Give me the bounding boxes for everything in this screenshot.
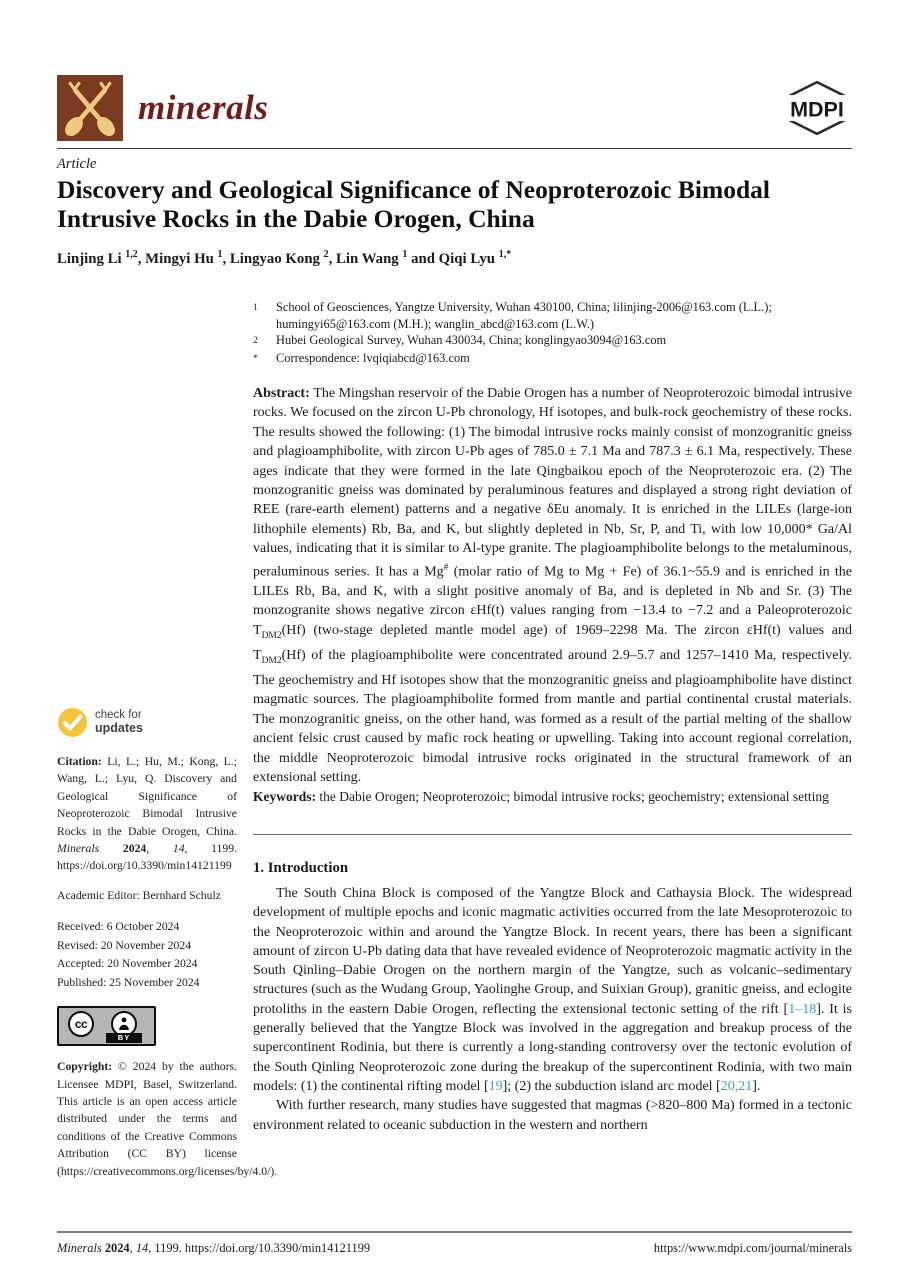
text-run: Li, L.; Hu, M.; Kong, L.; Wang, L.; Lyu, Q. Discovery and Geological Significance of Neoproterozoic Bimodal Intrusive Rocks in the Dabie Orogen, China.	[57, 755, 237, 838]
footer-citation	[57, 1241, 370, 1256]
text-run: 1	[402, 249, 408, 260]
text-run: Citation:	[57, 755, 108, 768]
mdpi-logo-text: MDPI	[790, 97, 844, 122]
header-divider	[57, 148, 852, 149]
text-run: The South China Block is composed of the Yangtze Block and Cathaysia Block. The widespread development of multiple epochs and iconic magmatic activities occurred from the late Mesoproterozoic to the Neoproterozoic within and around the Yangtze Block. In recent years, there has been a significant amount of zircon U-Pb dating data that have revealed evidence of Neoproterozoic magmatic activity in the South Qinling–Dabie Orogen on the northern margin of the Yangtze, such as volcanic–sedimentary structures (such as the Wudang Group, Yaolinghe Group, and Suixian Group), granitic gneiss, and eclogite protoliths in the eastern Dabie Orogen, reflecting the extensional tectonic setting of the rift [	[253, 886, 852, 1017]
article-type-label: Article	[57, 156, 97, 172]
abstract	[253, 384, 852, 787]
text-run: Linjing Li	[57, 250, 126, 267]
minerals-journal-logo-icon	[57, 75, 123, 141]
text-run: , Mingyi Hu	[137, 250, 218, 267]
affiliation-marker: 1	[253, 303, 258, 313]
text-run: ,	[129, 1241, 136, 1255]
article-history	[57, 918, 237, 992]
affiliation-row	[253, 299, 852, 332]
text-run: #	[443, 562, 449, 573]
intro-paragraph-2	[253, 1096, 852, 1135]
text-run: DM2	[261, 655, 282, 666]
citation-block	[57, 753, 237, 875]
sidebar-metadata	[57, 705, 278, 1180]
revised-date: Revised: 20 November 2024	[57, 938, 192, 952]
text-run: , Lingyao Kong	[222, 250, 324, 267]
text-run: the Dabie Orogen; Neoproterozoic; bimodal intrusive rocks; geochemistry; extensional setting	[319, 789, 829, 804]
text-run: ].	[752, 1078, 761, 1094]
mdpi-logo-icon	[782, 80, 852, 136]
text-run: With further research, many studies have suggested that magmas (>820–800 Ma) formed in a tectonic environment related to oceanic subduction in the western and northern	[253, 1098, 852, 1133]
text-run: 2	[323, 249, 329, 260]
text-run: ,	[146, 842, 173, 856]
citation-link[interactable]: 20,21	[720, 1078, 753, 1094]
intro-paragraph-1	[253, 884, 852, 1096]
text-run: ]; (2) the subduction island arc model [	[502, 1078, 721, 1094]
affiliations-block	[253, 299, 852, 367]
text-run: , Lin Wang	[328, 250, 403, 267]
text-run: 1,2	[125, 249, 138, 260]
cc-by-license-badge[interactable]	[57, 1006, 156, 1046]
page-header	[57, 74, 852, 142]
text-run: © 2024 by the authors. Licensee MDPI, Basel, Switzerland. This article is an open access article distributed under the terms and conditions of the Creative Commons Attribution (CC BY) license (https://creativecommons.org/licenses/by/4.0/).	[57, 1060, 278, 1178]
check-for-label: check for	[95, 709, 142, 721]
text-run: Copyright:	[57, 1060, 119, 1074]
citation-link[interactable]: 19	[488, 1078, 503, 1094]
accepted-date: Accepted: 20 November 2024	[57, 957, 198, 971]
check-circle-icon	[57, 707, 88, 738]
keywords-divider	[253, 834, 852, 835]
text-run: DM2	[261, 630, 282, 641]
citation-link[interactable]: 1–18	[788, 1001, 817, 1017]
authors-line	[57, 249, 852, 268]
journal-wordmark: minerals	[138, 88, 269, 127]
affiliation-text: School of Geosciences, Yangtze University, Wuhan 430100, China; lilinjing-2006@163.com (L.L.); humingyi65@163.com (M.H.); wanglin_abcd@163.com (L.W.)	[276, 300, 772, 331]
text-run: , 1199. https://doi.org/10.3390/min14121199	[148, 1241, 371, 1255]
text-run: ]. It is generally believed that the Yangtze Block was involved in the aggregation and breakup process of the supercontinent Rodinia, but there is currently a long-standing controversy over the tectonic evolution of the South Qinling Neoproterozoic zone during the breakup of the supercontinent Rodinia, with two main models: (1) the continental rifting model [	[253, 1001, 852, 1094]
affiliation-row	[253, 350, 852, 368]
updates-label: updates	[95, 720, 143, 735]
text-run: Minerals	[57, 1241, 105, 1255]
journal-brand	[57, 75, 268, 141]
affiliation-text: Correspondence: lvqiqiabcd@163.com	[276, 350, 470, 365]
text-run: Abstract:	[253, 386, 314, 401]
text-run: and Qiqi Lyu	[407, 250, 499, 267]
keywords-line	[253, 788, 852, 806]
footer-divider	[57, 1231, 852, 1233]
by-label: BY	[106, 1033, 142, 1043]
section-heading-introduction: 1. Introduction	[253, 860, 349, 876]
cc-icon: cc	[68, 1011, 94, 1037]
text-run: 2024	[104, 1241, 130, 1255]
text-run: (Hf) of the plagioamphibolite were concentrated around 2.9–5.7 and 1257–1410 Ma, respectively. The geochemistry and Hf isotopes show that the monzogranitic gneiss and plagioamphibolite have distinct magmatic sources. The plagioamphibolite formed from mantle and partial continental crustal materials. The monzogranitic gneiss, on the other hand, was formed as a result of the partial melting of the shallow ancient felsic crust caused by mafic rock heating or upwelling. Taking into account regional correlation, the middle Neoproterozoic bimodal intrusive rocks originated in the structural framework of an extensional setting.	[253, 647, 852, 785]
published-date: Published: 25 November 2024	[57, 975, 200, 989]
text-run: Keywords:	[253, 789, 320, 804]
check-for-updates-badge[interactable]	[57, 705, 237, 739]
received-date: Received: 6 October 2024	[57, 920, 180, 934]
text-run: Minerals	[57, 842, 123, 856]
text-run: 14	[135, 1241, 149, 1255]
text-run: 2024	[122, 842, 147, 856]
text-run: (molar ratio of Mg to Mg + Fe) of 36.1~55.9 and is enriched in the LILEs Rb, Ba, and K, with a slight positive anomaly of Ba, and is depleted in Nb and Sr. (3) The monzogranite shows negative zircon εHf(t) values ranging from −13.4 to −7.2 and a Paleoproterozoic T	[253, 564, 852, 638]
text-run: 1,*	[498, 249, 512, 260]
affiliation-text: Hubei Geological Survey, Wuhan 430034, China; konglingyao3094@163.com	[276, 333, 667, 348]
introduction-section	[253, 860, 852, 1135]
text-run: 14	[172, 842, 185, 856]
check-for-updates-label	[95, 709, 143, 735]
text-run: , 1199. https://doi.org/10.3390/min14121199	[57, 842, 237, 873]
affiliation-marker: *	[253, 353, 258, 364]
paper-title: Discovery and Geological Significance of Neoproterozoic Bimodal Intrusive Rocks in the Dabie Orogen, China	[57, 175, 770, 233]
text-run: The Mingshan reservoir of the Dabie Orogen has a number of Neoproterozoic bimodal intrusive rocks. We focused on the zircon U-Pb chronology, Hf isotopes, and bulk-rock geochemistry of these rocks. The results showed the following: (1) The bimodal intrusive rocks mainly consist of monzogranitic gneiss and plagioamphibolite, with zircon U-Pb ages of 785.0 ± 7.1 Ma and 787.3 ± 6.1 Ma, respectively. These ages indicate that they were formed in the late Qingbaikou epoch of the Neoproterozoic era. (2) The monzogranitic gneiss was dominated by peraluminous features and displayed a strong right deviation of REE (rare-earth element) patterns and a negative δEu anomaly. It is enriched in the LILEs (large-ion lithophile elements) Rb, Ba, and K, but slightly depleted in Nb, Sr, P, and Ti, with low 10,000* Ga/Al values, indicating that it is similar to Al-type granite. The plagioamphibolite belongs to the metaluminous, peraluminous series. It has a Mg	[253, 386, 852, 580]
affiliation-row	[253, 332, 852, 350]
copyright-block	[57, 1058, 278, 1180]
affiliation-marker: 2	[253, 336, 258, 347]
page-footer	[57, 1241, 852, 1256]
footer-journal-url: https://www.mdpi.com/journal/minerals	[653, 1241, 852, 1255]
academic-editor-line: Academic Editor: Bernhard Schulz	[57, 888, 221, 902]
text-run: 1	[217, 249, 223, 260]
text-run: (Hf) (two-stage depleted mantle model age) of 1969–2298 Ma. The zircon εHf(t) values and T	[253, 622, 852, 663]
